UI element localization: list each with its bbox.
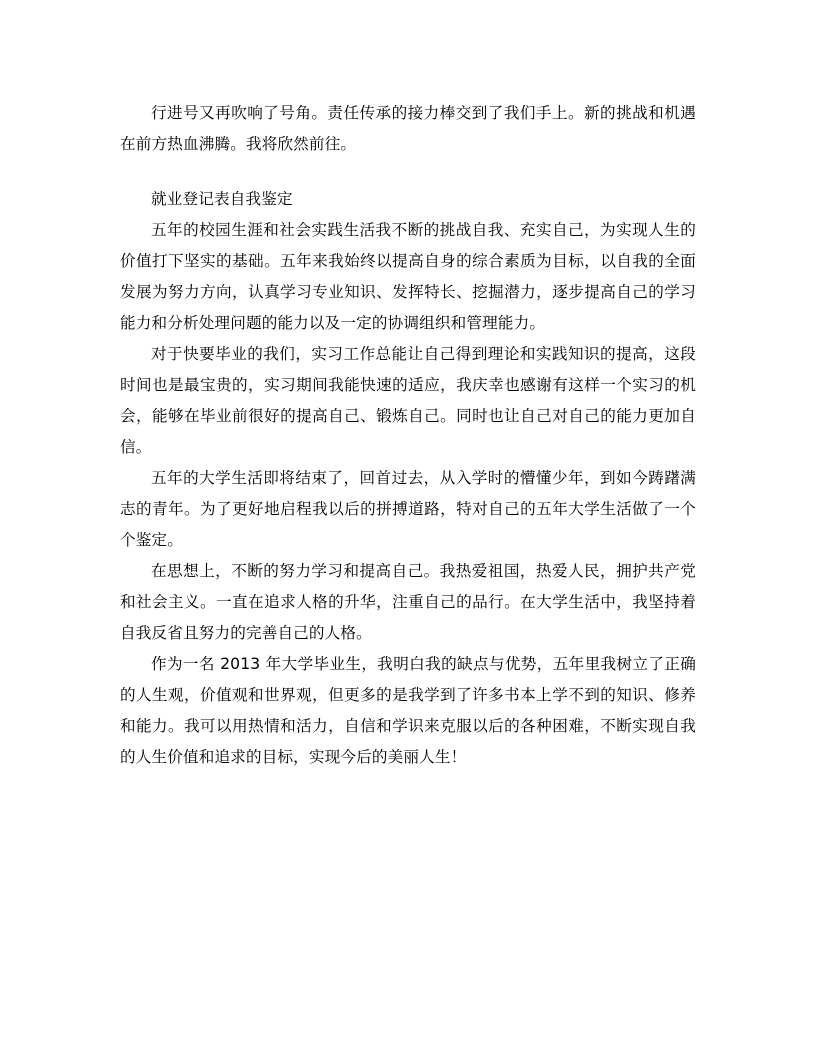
body-paragraph-5: 作为一名 2013 年大学毕业生，我明白我的缺点与优势，五年里我树立了正确的人生观，价值观和世界观，但更多的是我学到了许多书本上学不到的知识、修养和能力。我可以用热情和活力，自信和学识来克服以后的各种困难，不断实现自我的人生价值和追求的目标，实现今后的美丽人生！: [120, 655, 696, 766]
body-paragraph-2: 对于快要毕业的我们，实习工作总能让自己得到理论和实践知识的提高，这段时间也是最宝贵的，实习期间我能快速的适应，我庆幸也感谢有这样一个实习的机会，能够在毕业前很好的提高自己、锻炼自己。同时也让自己对自己的能力更加自信。: [120, 345, 696, 456]
intro-paragraph: 行进号又再吹响了号角。责任传承的接力棒交到了我们手上。新的挑战和机遇在前方热血沸腾。我将欣然前往。: [120, 104, 696, 153]
body-paragraph-1: 五年的校园生涯和社会实践生活我不断的挑战自我、充实自己，为实现人生的价值打下坚实的基础。五年来我始终以提高自身的综合素质为目标，以自我的全面发展为努力方向，认真学习专业知识、发挥特长、挖掘潜力，逐步提高自己的学习能力和分析处理问题的能力以及一定的协调组织和管理能力。: [120, 221, 696, 332]
section-heading: 就业登记表自我鉴定: [151, 190, 293, 208]
body-paragraph-4: 在思想上，不断的努力学习和提高自己。我热爱祖国，热爱人民，拥护共产党和社会主义。一直在追求人格的升华，注重自己的品行。在大学生活中，我坚持着自我反省且努力的完善自己的人格。: [120, 562, 696, 642]
body-paragraph-3: 五年的大学生活即将结束了，回首过去，从入学时的懵懂少年，到如今踌躇满志的青年。为了更好地启程我以后的拼搏道路，特对自己的五年大学生活做了一个个鉴定。: [120, 469, 696, 549]
